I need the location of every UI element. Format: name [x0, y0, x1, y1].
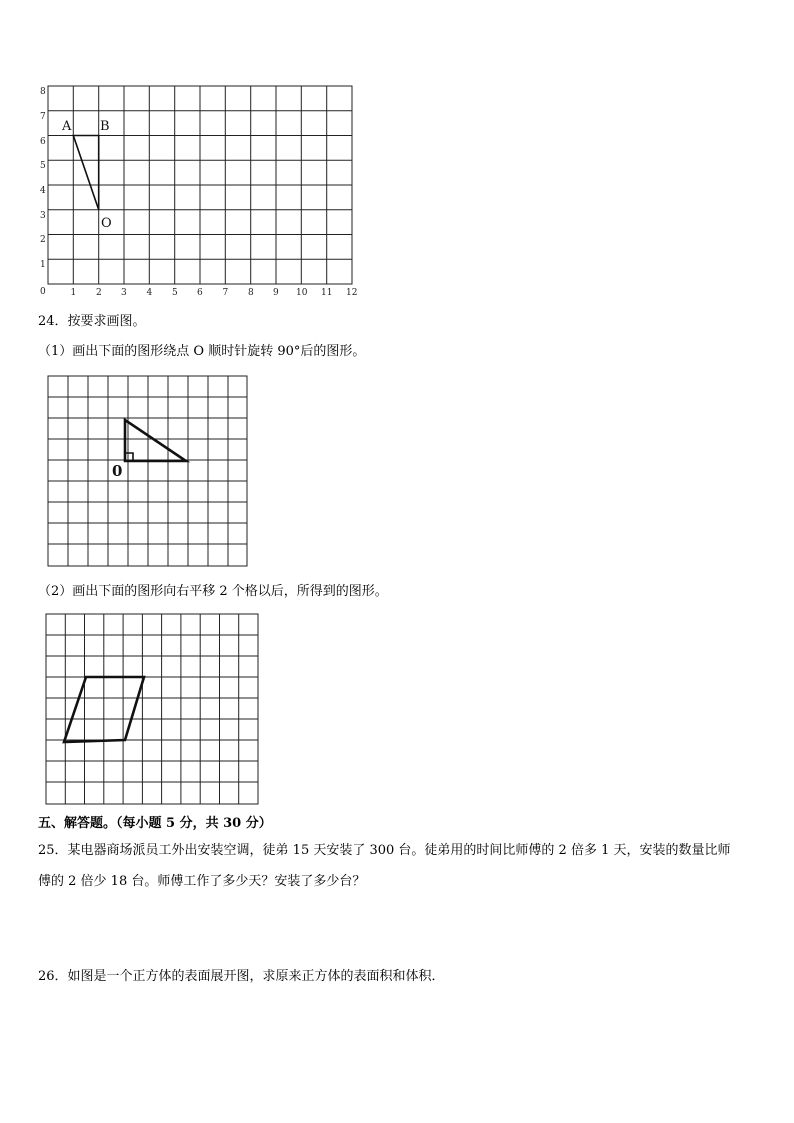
x-tick-label: 7: [222, 288, 229, 298]
x-tick-label: 5: [172, 288, 178, 298]
question-24-part2: （2）画出下面的图形向右平移 2 个格以后，所得到的图形。: [38, 584, 388, 599]
triangle-abo: [73, 136, 98, 210]
right-triangle: [125, 420, 186, 461]
translation-grid-figure: [40, 610, 264, 808]
point-label-a: A: [62, 119, 72, 134]
grid-lines: [48, 86, 352, 284]
coordinate-grid-figure: [34, 82, 364, 300]
x-tick-label: 4: [146, 288, 153, 298]
question-25-line1: 25．某电器商场派员工外出安装空调，徒弟 15 天安装了 300 台。徒弟用的时间比师傅的 2 倍多 1 天，安装的数量比师: [38, 843, 731, 858]
point-label-b: B: [100, 119, 110, 134]
question-24-part1: （1）画出下面的图形绕点 O 顺时针旋转 90°后的图形。: [38, 344, 366, 359]
rotation-grid-figure: [40, 372, 252, 570]
grid-lines: [46, 614, 258, 804]
y-tick-label: 4: [40, 186, 46, 196]
x-tick-label: 3: [121, 288, 127, 298]
section-5-heading: 五、解答题。（每小题 5 分，共 30 分）: [38, 816, 272, 831]
x-tick-label: 8: [248, 288, 254, 298]
y-tick-label: 2: [40, 235, 46, 245]
y-tick-label: 7: [40, 112, 46, 122]
question-24-title: 24．按要求画图。: [38, 314, 146, 329]
grid-lines: [48, 376, 247, 566]
y-tick-label: 5: [40, 161, 46, 171]
y-tick-label: 8: [40, 87, 46, 97]
x-tick-label: 12: [346, 288, 358, 298]
point-label-o: O: [101, 216, 112, 231]
y-tick-label: 1: [40, 260, 46, 270]
y-tick-label: 6: [40, 137, 46, 147]
y-tick-label: 3: [40, 211, 46, 221]
rotation-point-label: 0: [112, 462, 123, 480]
x-tick-label: 9: [273, 288, 279, 298]
x-tick-label: 10: [296, 288, 308, 298]
y-tick-label: 0: [40, 287, 46, 297]
x-tick-label: 1: [70, 288, 77, 298]
question-26: 26．如图是一个正方体的表面展开图，求原来正方体的表面积和体积．: [38, 969, 445, 984]
x-tick-label: 6: [197, 288, 203, 298]
x-tick-label: 11: [321, 288, 333, 298]
x-tick-label: 2: [96, 288, 102, 298]
question-25-line2: 傅的 2 倍少 18 台。师傅工作了多少天？安装了多少台？: [38, 874, 366, 889]
